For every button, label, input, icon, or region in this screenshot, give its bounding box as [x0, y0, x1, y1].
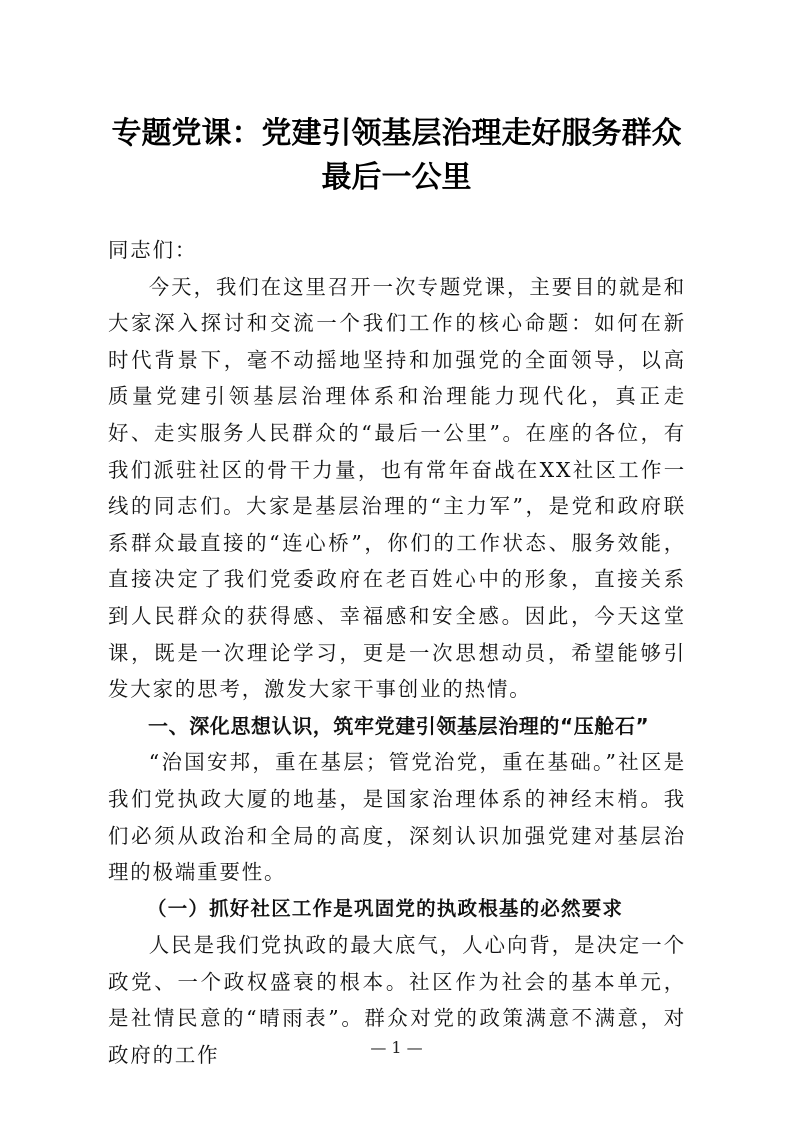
- document-body: [108, 232, 686, 1074]
- salutation: 同志们：: [108, 238, 198, 262]
- document-title: 专题党课：党建引领基层治理走好服务群众最后一公里: [111, 116, 682, 195]
- body-paragraph: 今天，我们在这里召开一次专题党课，主要目的就是和大家深入探讨和交流一个我们工作的核心命题：如何在新时代背景下，毫不动摇地坚持和加强党的全面领导，以高质量党建引领基层治理体系和治理能力现代化，真正走好、走实服务人民群众的“最后一公里”。在座的各位，有我们派驻社区的骨干力量，也有常年奋战在XX社区工作一线的同志们。大家是基层治理的“主力军”，是党和政府联系群众最直接的“连心桥”，你们的工作状态、服务效能，直接决定了我们党委政府在老百姓心中的形象，直接关系到人民群众的获得感、幸福感和安全感。因此，今天这堂课，既是一次理论学习，更是一次思想动员，希望能够引发大家的思考，激发大家干事创业的热情。: [108, 274, 686, 702]
- subsection-heading-1: （一）抓好社区工作是巩固党的执政根基的必然要求: [147, 896, 624, 920]
- body-paragraph: 人民是我们党执政的最大底气，人心向背，是决定一个政党、一个政权盛衰的根本。社区作为社会的基本单元，是社情民意的“晴雨表”。群众对党的政策满意不满意，对政府的工作: [108, 933, 686, 1068]
- page-number: — 1 —: [370, 1038, 423, 1057]
- body-paragraph: “治国安邦，重在基层；管党治党，重在基础。”社区是我们党执政大厦的地基，是国家治理体系的神经末梢。我们必须从政治和全局的高度，深刻认识加强党建对基层治理的极端重要性。: [108, 750, 686, 885]
- section-heading-1: 一、深化思想认识，筑牢党建引领基层治理的“压舱石”: [148, 713, 650, 738]
